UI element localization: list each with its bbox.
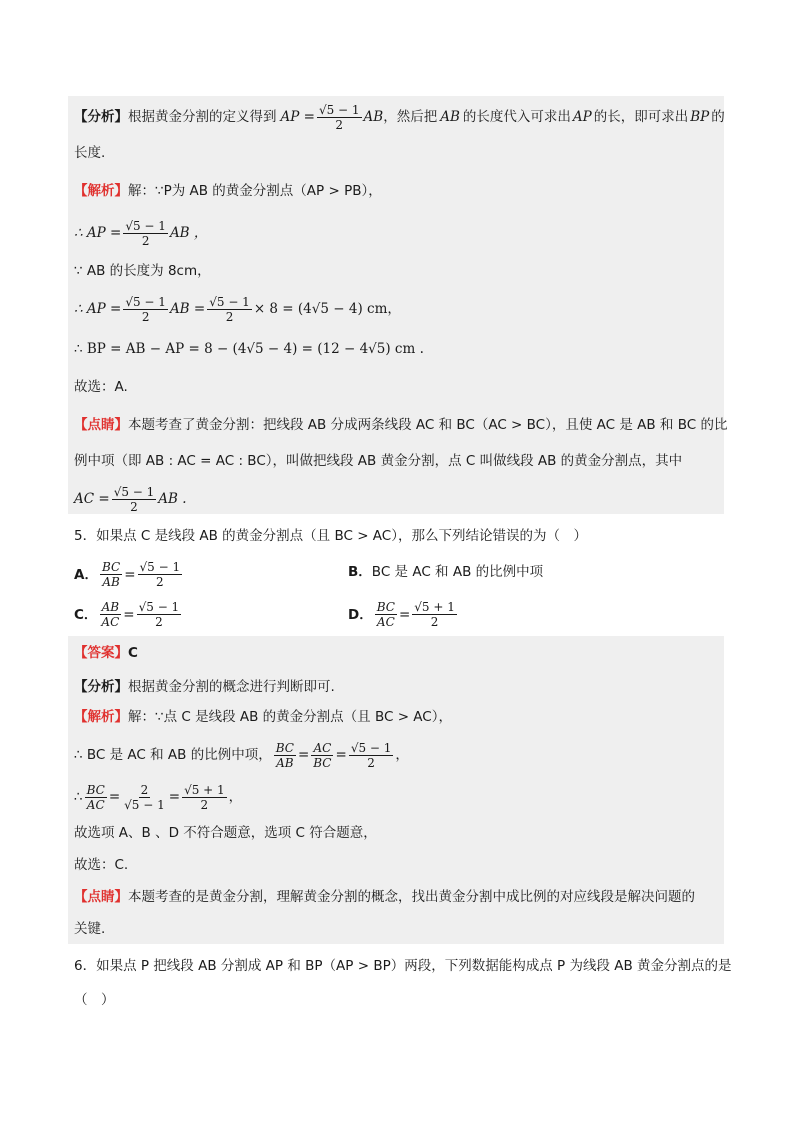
fraction: $\frac{√5 - 1}{2}$ — [113, 484, 155, 514]
q5-stem: 5．如果点 C 是线段 AB 的黄金分割点（且 BC > AC），那么下列结论错误的为（ ） — [74, 528, 587, 544]
solution-prev-line3: ∵ AB 的长度为 8cm， — [74, 263, 211, 279]
fraction: $\frac{2}{√5 - 1}$ — [124, 782, 165, 812]
fraction: $\frac{BC}{AC}$ — [376, 600, 395, 629]
solution5-line3: ∴ $\frac{BC}{AC}$ = $\frac{2}{√5 - 1}$ = $\frac{√5 + 1}{2}$ ， — [74, 782, 243, 812]
solution-prev-line4: ∴ AP = $\frac{√5 - 1}{2}$ AB = $\frac{√5 - 1}{2}$ × 8 = (4√5 − 4) cm， — [74, 294, 401, 324]
solution-tag: 【解析】 — [74, 709, 128, 725]
analysis5-line: 【分析】 根据黄金分割的概念进行判断即可. — [74, 679, 335, 695]
fraction: $\frac{BC}{AB}$ — [101, 560, 121, 589]
fraction: $\frac{√5 - 1}{2}$ — [350, 740, 392, 770]
fraction: $\frac{AB}{AC}$ — [101, 600, 120, 629]
solution-prev-line1: 【解析】 解：∵P为 AB 的黄金分割点（AP > PB）， — [74, 183, 382, 199]
solution-tag: 【解析】 — [74, 183, 128, 199]
q5-option-d[interactable]: D． $\frac{BC}{AC}$ = $\frac{√5 + 1}{2}$ — [348, 600, 455, 629]
fraction: $\frac{√5 - 1}{2}$ — [318, 102, 360, 132]
comment5-line2: 关键. — [74, 921, 106, 937]
comment5-line1: 【点睛】 本题考查的是黄金分割，理解黄金分割的概念，找出黄金分割中成比例的对应线段是解决问题的 — [74, 889, 695, 905]
comment-prev-line2: 例中项（即 AB : AC = AC : BC），叫做把线段 AB 黄金分割，点 C 叫做线段 AB 的黄金分割点，其中 — [74, 453, 683, 469]
solution5-line2: ∴ BC 是 AC 和 AB 的比例中项， $\frac{BC}{AB}$ = $\frac{AC}{BC}$ = $\frac{√5 - 1}{2}$ ， — [74, 740, 409, 770]
analysis-tag: 【分析】 — [74, 109, 128, 125]
solution5-line1: 【解析】 解：∵点 C 是线段 AB 的黄金分割点（且 BC > AC）， — [74, 709, 452, 725]
comment-prev-line1: 【点睛】 本题考查了黄金分割：把线段 AB 分成两条线段 AC 和 BC（AC > BC），且使 AC 是 AB 和 BC 的比 — [74, 417, 728, 433]
q5-option-b[interactable]: B． BC 是 AC 和 AB 的比例中项 — [348, 564, 544, 580]
solution-prev-line2: ∴ AP = $\frac{√5 - 1}{2}$ AB ， — [74, 218, 208, 248]
fraction: $\frac{√5 + 1}{2}$ — [184, 782, 225, 812]
q6-stem-line1: 6．如果点 P 把线段 AB 分割成 AP 和 BP（AP > BP）两段，下列数据能构成点 P 为线段 AB 黄金分割点的是 — [74, 958, 732, 974]
fraction: $\frac{BC}{AB}$ — [275, 740, 294, 770]
q5-option-c[interactable]: C． $\frac{AB}{AC}$ = $\frac{√5 - 1}{2}$ — [74, 600, 180, 629]
answer-tag: 【答案】 — [74, 645, 128, 661]
q6-stem-line2: （ ） — [74, 992, 115, 1008]
fraction: $\frac{√5 - 1}{2}$ — [209, 294, 250, 324]
analysis-prev-line1: 【分析】 根据黄金分割的定义得到 AP = $\frac{√5 - 1}{2}$ AB ，然后把 AB 的长度代入可求出 AP 的长，即可求出 BP 的 — [74, 102, 725, 132]
comment-tag: 【点睛】 — [74, 889, 128, 905]
fraction: $\frac{AC}{BC}$ — [313, 740, 332, 770]
solution-prev-line5: ∴ BP = AB − AP = 8 − (4√5 − 4) = (12 − 4√5) cm . — [74, 341, 424, 357]
solution5-line5: 故选：C. — [74, 857, 129, 873]
fraction: $\frac{√5 - 1}{2}$ — [125, 218, 166, 248]
fraction: $\frac{√5 - 1}{2}$ — [138, 600, 180, 629]
comment-prev-line3: AC = $\frac{√5 - 1}{2}$ AB . — [74, 484, 187, 514]
answer5-line: 【答案】 C — [74, 645, 138, 661]
analysis-tag: 【分析】 — [74, 679, 128, 695]
solution5-line4: 故选项 A、B 、D 不符合题意，选项 C 符合题意， — [74, 825, 377, 841]
analysis-prev-line2: 长度. — [74, 145, 106, 161]
fraction: $\frac{√5 - 1}{2}$ — [139, 560, 181, 589]
q5-option-a[interactable]: A． $\frac{BC}{AB}$ = $\frac{√5 - 1}{2}$ — [74, 560, 181, 589]
comment-tag: 【点睛】 — [74, 417, 128, 433]
fraction: $\frac{BC}{AC}$ — [86, 782, 105, 812]
fraction: $\frac{√5 - 1}{2}$ — [125, 294, 166, 324]
solution-prev-line6: 故选：A. — [74, 379, 128, 395]
fraction: $\frac{√5 + 1}{2}$ — [414, 600, 455, 629]
